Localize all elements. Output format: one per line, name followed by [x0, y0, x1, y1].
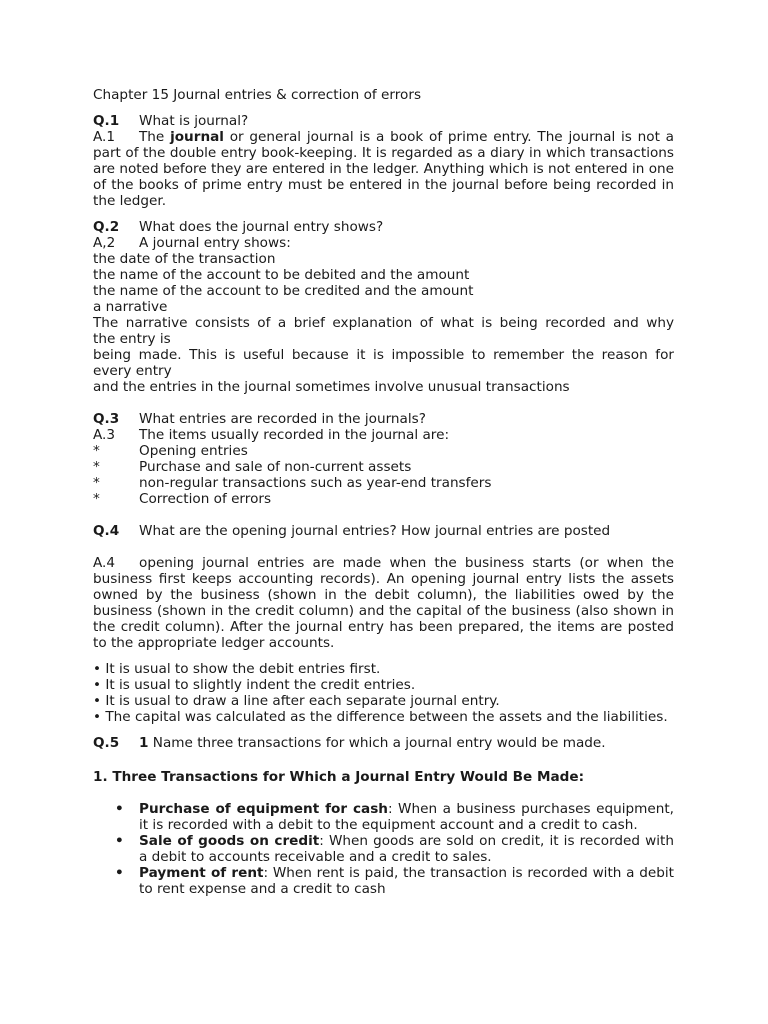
bullet-dot: •: [115, 833, 124, 849]
a1-pre: The: [139, 129, 171, 145]
q4-point: • It is usual to slightly indent the credit entries.: [93, 677, 416, 693]
list-item-body: [139, 833, 674, 865]
q1-question-row: [93, 113, 674, 129]
list-item: [93, 865, 674, 897]
q5-block: [93, 735, 674, 897]
q3-label: Q.3: [93, 411, 120, 427]
q2-narrative-1: The narrative consists of a brief explanation of what is being recorded and why: [93, 315, 674, 331]
q5-question: Name three transactions for which a journal entry would be made.: [148, 735, 606, 751]
q4-point: • The capital was calculated as the difference between the assets and the liabilities.: [93, 709, 668, 725]
q2-label: Q.2: [93, 219, 120, 235]
chapter-title: Chapter 15 Journal entries & correction of errors: [93, 87, 422, 103]
q3-item: [93, 443, 674, 459]
q2-line-narrative: a narrative: [93, 299, 168, 315]
a1-text: or general journal is a book of prime entry. The journal is not a part of the double entry book-keeping. It is regarded as a diary in which transactions are noted before they are entered in the ledger. Anything which is not entered in one of the books of prime entry must be entered in the journal before being recorded in the ledger.: [93, 129, 674, 209]
q2-answer-row: [93, 235, 674, 251]
q3-item-text: non-regular transactions such as year-end transfers: [139, 475, 492, 491]
list-item-text: : When goods are sold on credit, it is recorded with a debit to accounts receivable and a credit to sales.: [139, 833, 674, 865]
a2-intro: A journal entry shows:: [139, 235, 291, 251]
q2-narrative-2b: every entry: [93, 363, 172, 379]
q2-line-date: the date of the transaction: [93, 251, 276, 267]
list-item-text: : When rent is paid, the transaction is recorded with a debit to rent expense and a credit to cash: [139, 865, 675, 897]
q2-narrative-3: and the entries in the journal sometimes involve unusual transactions: [93, 379, 570, 395]
q5-heading: 1. Three Transactions for Which a Journal Entry Would Be Made:: [93, 769, 585, 785]
q3-item: [93, 475, 674, 491]
list-item: [93, 833, 674, 865]
q3-block: [93, 411, 674, 507]
bullet-dot: •: [115, 801, 124, 817]
list-item-body: [139, 801, 674, 833]
asterisk-bullet: *: [93, 491, 100, 507]
list-item-body: [139, 865, 674, 897]
list-item-term: Sale of goods on credit: [139, 833, 320, 849]
q5-label: Q.5: [93, 735, 120, 751]
q1-label: Q.1: [93, 113, 120, 129]
a4-text: opening journal entries are made when the business starts (or when the business first keeps accounting records). An opening journal entry lists the assets owned by the business (shown in the debit column), the liabilities owed by the business (shown in the credit column) and the capital of the business (also shown in the credit column). After the journal entry has been prepared, the items are posted to the appropriate ledger accounts.: [93, 555, 674, 651]
q2-question: What does the journal entry shows?: [139, 219, 384, 235]
q3-item: [93, 459, 674, 475]
a4-label: A.4: [93, 555, 116, 571]
q5-question-row: [93, 735, 674, 751]
a1-label: A.1: [93, 129, 116, 145]
q5-list: [93, 801, 674, 897]
q4-label: Q.4: [93, 523, 120, 539]
q3-item-text: Opening entries: [139, 443, 248, 459]
q4-block: [93, 523, 674, 725]
q1-block: [93, 113, 674, 209]
list-item-term: Purchase of equipment for cash: [139, 801, 388, 817]
q3-question: What entries are recorded in the journals?: [139, 411, 426, 427]
bullet-dot: •: [115, 865, 124, 881]
q1-answer: [93, 129, 674, 209]
q1-question: What is journal?: [139, 113, 249, 129]
q4-points: [93, 661, 674, 725]
asterisk-bullet: *: [93, 459, 100, 475]
a2-label: A,2: [93, 235, 116, 251]
q3-question-row: [93, 411, 674, 427]
q2-line-credit: the name of the account to be credited and the amount: [93, 283, 474, 299]
q2-narrative-1b: the entry is: [93, 331, 171, 347]
list-item-text: : When a business purchases equipment, it is recorded with a debit to the equipment account and a credit to cash.: [139, 801, 674, 833]
a3-intro: The items usually recorded in the journal are:: [139, 427, 450, 443]
list-item: [93, 801, 674, 833]
asterisk-bullet: *: [93, 475, 100, 491]
a1-bold-term: journal: [170, 129, 224, 145]
q2-block: [93, 219, 674, 395]
q4-question-row: [93, 523, 674, 539]
q4-point: • It is usual to draw a line after each separate journal entry.: [93, 693, 500, 709]
q5-number: 1: [139, 735, 149, 751]
q4-question: What are the opening journal entries? How journal entries are posted: [139, 523, 611, 539]
q2-line-debit: the name of the account to be debited and the amount: [93, 267, 470, 283]
q3-item-text: Correction of errors: [139, 491, 272, 507]
a3-label: A.3: [93, 427, 116, 443]
q3-answer-row: [93, 427, 674, 443]
content-column: [93, 87, 674, 897]
q4-answer: [93, 555, 674, 651]
q4-point: • It is usual to show the debit entries first.: [93, 661, 381, 677]
q2-narrative-2: being made. This is useful because it is impossible to remember the reason for: [93, 347, 674, 363]
q2-question-row: [93, 219, 674, 235]
asterisk-bullet: *: [93, 443, 100, 459]
list-item-term: Payment of rent: [139, 865, 264, 881]
q3-item: [93, 491, 674, 507]
q3-item-text: Purchase and sale of non-current assets: [139, 459, 412, 475]
